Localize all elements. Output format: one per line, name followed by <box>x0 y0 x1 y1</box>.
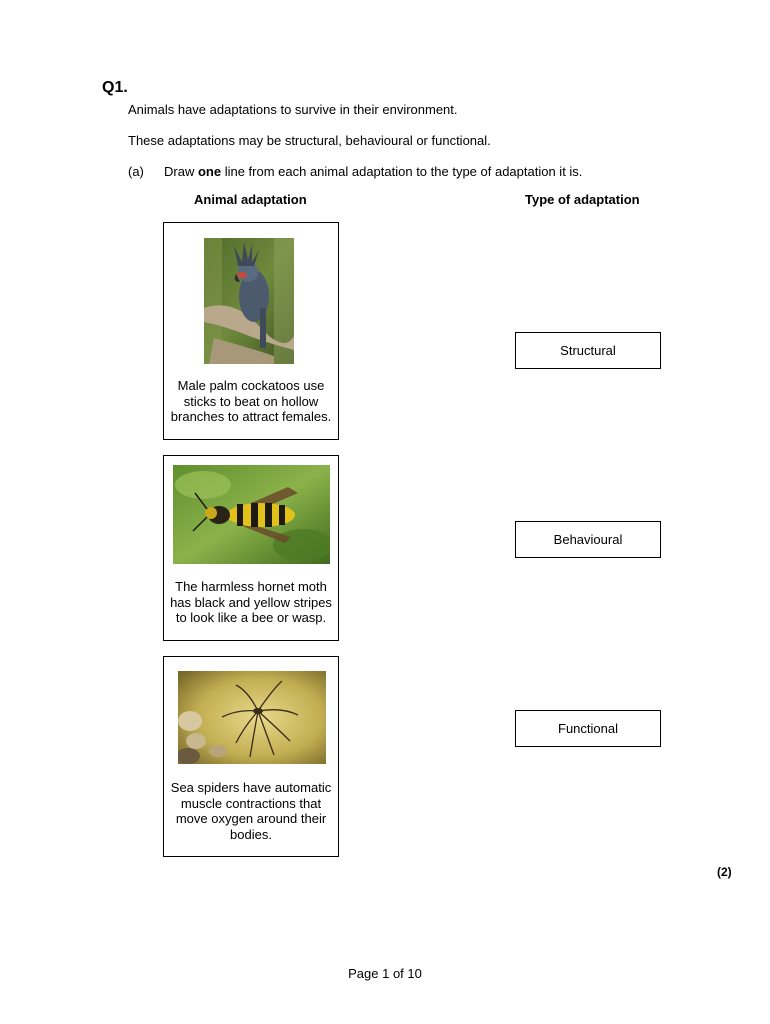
type-box-functional[interactable] <box>515 710 661 747</box>
animal-adaptation-heading: Animal adaptation <box>194 192 307 207</box>
type-label: Functional <box>558 721 618 736</box>
type-box-structural[interactable] <box>515 332 661 369</box>
intro-line-2: These adaptations may be structural, behavioural or functional. <box>128 133 491 148</box>
animal-card-cockatoo <box>163 222 339 440</box>
type-label: Structural <box>560 343 616 358</box>
marks-indicator: (2) <box>717 865 732 879</box>
instruction-end: line from each animal adaptation to the type of adaptation it is. <box>221 164 583 179</box>
type-label: Behavioural <box>553 532 623 547</box>
page-footer: Page 1 of 10 <box>348 966 422 981</box>
cockatoo-description: Male palm cockatoos use sticks to beat on hollow branches to attract females. <box>170 378 332 424</box>
part-instruction <box>164 164 582 179</box>
question-number: Q1. <box>102 79 128 96</box>
palm-cockatoo-photo <box>204 238 294 364</box>
intro-line-1: Animals have adaptations to survive in their environment. <box>128 102 458 117</box>
sea-spider-description: Sea spiders have automatic muscle contractions that move oxygen around their bodies. <box>170 780 332 842</box>
hornet-moth-photo <box>173 465 330 564</box>
type-box-behavioural[interactable] <box>515 521 661 558</box>
sea-spider-photo <box>178 671 326 764</box>
instruction-bold: one <box>197 164 222 179</box>
animal-card-hornet-moth <box>163 455 339 641</box>
part-label: (a) <box>128 164 144 179</box>
instruction-start: Draw <box>164 164 198 179</box>
type-of-adaptation-heading: Type of adaptation <box>525 192 640 207</box>
animal-card-sea-spider <box>163 656 339 857</box>
hornet-moth-description: The harmless hornet moth has black and yellow stripes to look like a bee or wasp. <box>170 579 332 625</box>
